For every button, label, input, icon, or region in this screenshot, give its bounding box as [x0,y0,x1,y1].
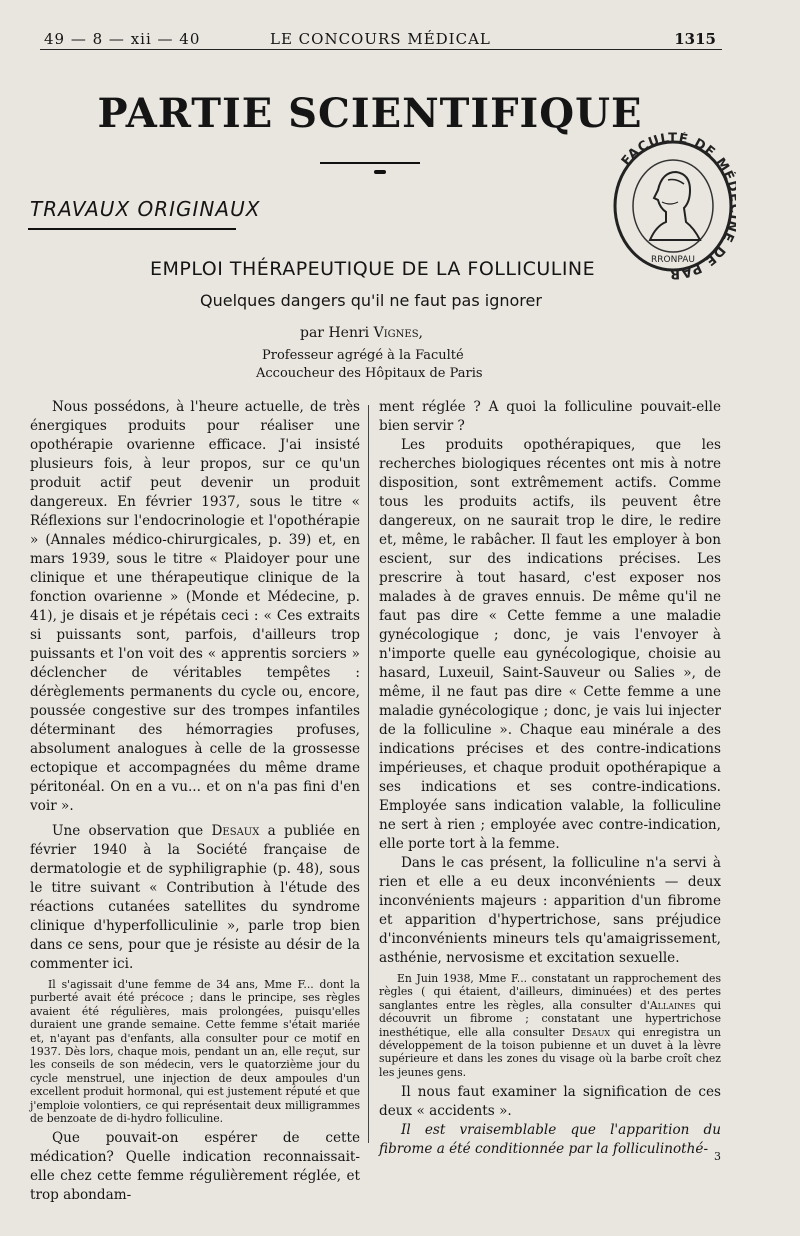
paragraph: Les produits opothérapiques, que les recherches biologiques récentes ont mis à notre disposition, sont extrêmement actifs. Comme tous les produits actifs, ils peuvent être dangereux, on ne saurait trop le dire, le redire et, même, le rabâcher. Il faut les employer à bon escient, sur des indications précises. Les prescrire à tout hasard, c'est exposer nos malades à de graves ennuis. De même qu'il ne faut pas dire « Cette femme a une maladie gynécologique ; donc, je vais l'envoyer à n'importe quelle eau gynécologique, choisie au hasard, Luxeuil, Saint-Sauveur ou Salies », de même, il ne faut pas dire « Cette femme a une maladie gynécologique ; donc, je vais lui injecter de la folliculine ». Chaque eau minérale a des indications précises et des contre-indications impérieuses, et chaque produit opothérapique a ses indications et ses contre-indications. Employée sans indication valable, la folliculine ne sert à rien ; employée avec contre-indication, elle porte tort à la femme. [379,437,721,852]
svg-text:RRONPAU: RRONPAU [651,255,695,265]
faculty-stamp-icon [610,132,736,280]
paragraph [30,822,360,974]
paragraph: Il est vraisemblable que l'apparition du fibrome a été conditionnée par la folliculinothé- [379,1122,721,1158]
paragraph: ment réglée ? A quoi la folliculine pouvait-elle bien servir ? [379,399,721,434]
right-column [379,398,721,1158]
rubric-underline [28,228,236,230]
author-reference: Allaines [649,998,696,1012]
author-affiliation-2: Accoucheur des Hôpitaux de Paris [256,366,483,381]
running-header [40,26,722,50]
author-affiliation-1: Professeur agrégé à la Faculté [262,348,464,363]
svg-text:FACULTÉ DE MÉDECINE DE PARIS: FACULTÉ DE MÉ E DE PAR [618,132,736,280]
case-report: Il s'agissait d'une femme de 34 ans, Mme F... dont la purberté avait été précoce ; dans le principe, ses règles avaient été régulières, mais prolongées, puisqu'elles duraient une grande semaine. Cette femme s'était mariée et, n'ayant pas d'enfants, alla consulter pour ce motif en 1937. Dès lors, chaque mois, pendant un an, elle reçut, sur les conseils de son médecin, vers le quatorzième jour du cycle menstruel, une injection de deux ampoules d'un excellent produit hormonal, qui est justement réputé et que j'emploie volontiers, ce qui représentait deux milligrammes de benzoate de di-hydro folliculine. [30,978,360,1126]
column-divider [368,405,369,1143]
page-number-top: 1315 [674,30,716,48]
issue-date: 49 — 8 — xii — 40 [44,30,201,48]
title-divider [320,162,420,164]
byline-prefix: par Henri [300,325,370,341]
article-title: EMPLOI THÉRAPEUTIQUE DE LA FOLLICULINE [150,258,596,280]
title-ornament [374,170,386,174]
byline [300,325,423,341]
journal-title: LE CONCOURS MÉDICAL [270,30,491,48]
text-run: En Juin 1938, Mme F... constatant un rapprochement des règles ( qui étaient, d'ailleurs, diminuées) et des pertes sanglantes entre les règles, alla consulter d' [379,972,721,1012]
signature-mark: 3 [714,1150,721,1163]
text-run: a publiée en février 1940 à la Société française de dermatologie et de syphiligraphie (p. 48), sous le titre suivant « Contribution à l'étude des réactions cutanées satellites du syndrome clinique d'hyperfolliculinie », parle trop bien dans ce sens, pour que je résiste au désir de la commenter ici. [30,823,361,972]
header-rule [40,49,722,50]
author-reference: Desaux [211,823,260,839]
text-run: Une observation que [52,823,204,839]
section-title: PARTIE SCIENTIFIQUE [97,90,643,137]
text-run: qui découvrit un fibrome ; constatant une hypertrichose inesthétique, elle alla consulter [379,998,721,1039]
article-subtitle: Quelques dangers qu'il ne faut pas ignorer [200,291,542,310]
rubric-heading: TRAVAUX ORIGINAUX [30,197,261,221]
left-column [30,398,361,1204]
case-report [379,972,721,1079]
paragraph: Que pouvait-on espérer de cette médication? Quelle indication reconnaissait-elle chez cette femme régulièrement réglée, et trop abondam- [30,1130,360,1204]
paragraph: Nous possédons, à l'heure actuelle, de très énergiques produits pour réaliser une opothérapie ovarienne efficace. J'ai insisté plusieurs fois, à leur propos, sur ce qu'un produit actif peut devenir un produit dangereux. En février 1937, sous le titre « Réflexions sur l'endocrinologie et l'opothérapie » (Annales médico-chirurgicales, p. 39) et, en mars 1939, sous le titre « Plaidoyer pour une clinique et une thérapeutique clinique de la fonction ovarienne » (Monde et Médecine, p. 41), je disais et je répétais ceci : « Ces extraits si puissants sont, parfois, d'ailleurs trop puissants et l'on voit des « apprentis sorciers » déclencher de véritables tempêtes : dérèglements permanents du cycle ou, encore, poussée congestive sur des trompes infantiles déterminant des hémorragies profuses, absolument analogues à celle de la grossesse ectopique et accompagnées du même drame péritonéal. On en a vu... et on n'a pas fini d'en voir ». [30,399,360,814]
author-reference: Desaux [571,1025,611,1039]
author-name: Vignes, [373,325,423,341]
text-run: qui enregistra un développement de la toison pubienne et un duvet à la lèvre supérieure et dans les zones du visage où la barbe croît chez les jeunes gens. [379,1025,722,1079]
paragraph: Dans le cas présent, la folliculine n'a servi à rien et elle a eu deux inconvénients — deux inconvénients majeurs : apparition d'un fibrome et apparition d'hypertrichose, sans préjudice d'inconvénients mineurs tels qu'amaigrissement, asthénie, nervosisme et excitation sexuelle. [379,855,721,966]
paragraph: Il nous faut examiner la signification de ces deux « accidents ». [379,1084,721,1120]
